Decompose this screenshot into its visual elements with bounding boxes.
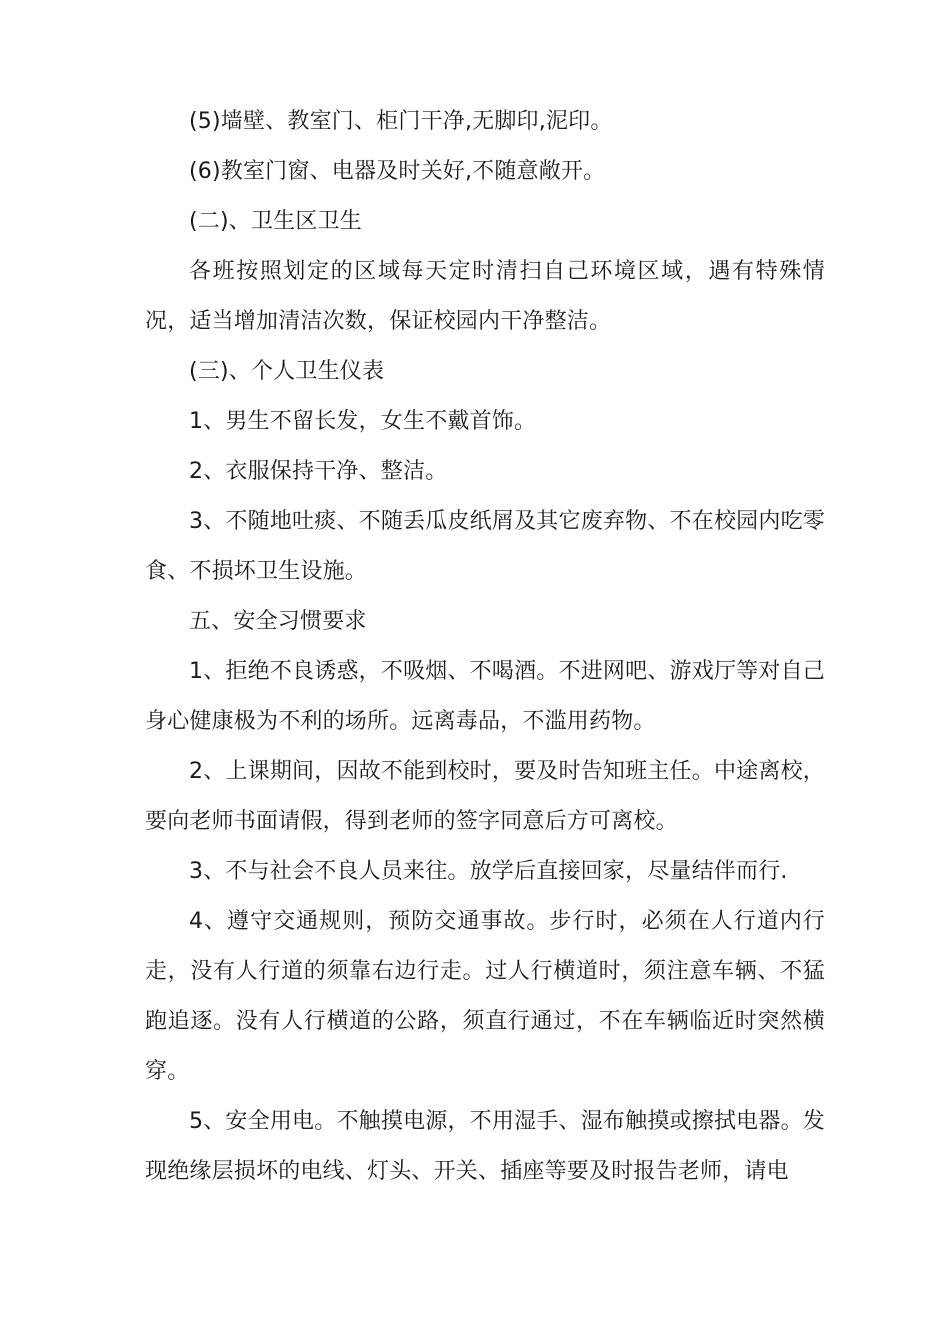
document-body	[145, 97, 825, 1197]
section-heading-sanitation-area: (二)、卫生区卫生	[189, 209, 362, 234]
paragraph-hygiene-1: 1、男生不留长发，女生不戴首饰。	[189, 409, 537, 434]
paragraph-sanitation-area: 各班按照划定的区域每天定时清扫自己环境区域，遇有特殊情况，适当增加清洁次数，保证校园内干净整洁。	[145, 259, 825, 334]
paragraph-safety-4: 4、遵守交通规则，预防交通事故。步行时，必须在人行道内行走，没有人行道的须靠右边行走。过人行横道时，须注意车辆、不猛跑追逐。没有人行横道的公路，须直行通过，不在车辆临近时突然横穿。	[145, 909, 825, 1084]
paragraph-safety-2: 2、上课期间，因故不能到校时，要及时告知班主任。中途离校，要向老师书面请假，得到老师的签字同意后方可离校。	[145, 759, 825, 834]
section-heading-personal-hygiene: (三)、个人卫生仪表	[189, 359, 385, 384]
paragraph-safety-1: 1、拒绝不良诱惑，不吸烟、不喝酒。不进网吧、游戏厅等对自己身心健康极为不利的场所。远离毒品，不滥用药物。	[145, 659, 825, 734]
paragraph-hygiene-2: 2、衣服保持干净、整洁。	[189, 459, 448, 484]
section-heading-safety-habits: 五、安全习惯要求	[189, 609, 367, 634]
paragraph-safety-3: 3、不与社会不良人员来往。放学后直接回家，尽量结伴而行.	[189, 859, 788, 884]
paragraph-safety-5: 5、安全用电。不触摸电源，不用湿手、湿布触摸或擦拭电器。发现绝缘层损坏的电线、灯头、开关、插座等要及时报告老师，请电	[145, 1109, 825, 1184]
paragraph-item-6: (6)教室门窗、电器及时关好,不随意敞开。	[189, 159, 606, 184]
paragraph-item-5: (5)墙壁、教室门、柜门干净,无脚印,泥印。	[189, 109, 613, 134]
paragraph-hygiene-3: 3、不随地吐痰、不随丢瓜皮纸屑及其它废弃物、不在校园内吃零食、不损坏卫生设施。	[145, 509, 825, 584]
